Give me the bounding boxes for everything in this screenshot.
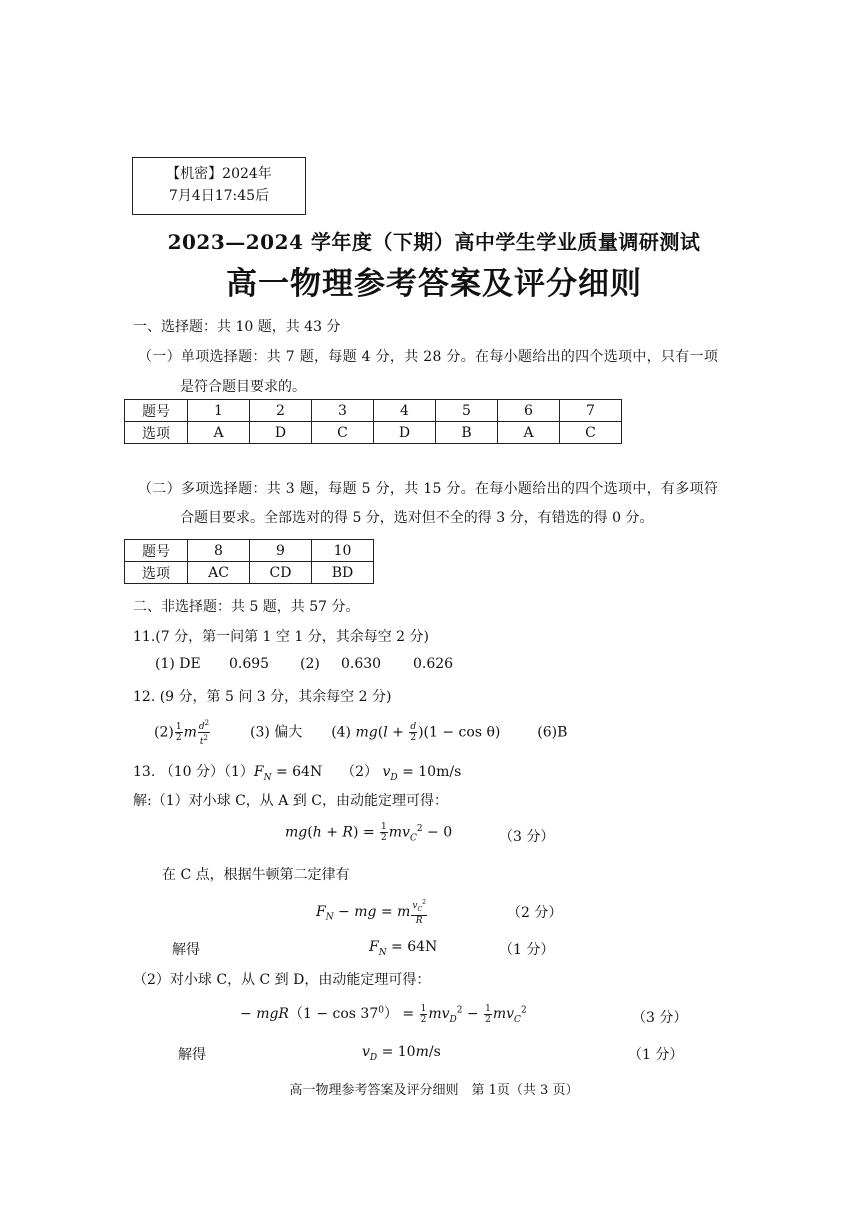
table-cell: 4: [374, 400, 436, 422]
q13-score: （10 分）: [159, 764, 224, 780]
q12-answers: (2) $\frac{1}{2}$ m $\frac{d^2}{t^2}$ (3) 偏大 (4) mg(l + $\frac{d}{2}$ )(1 − cos θ) (6)B: [154, 719, 568, 747]
table-cell: B: [436, 422, 498, 444]
q13-answer1-value: = 64N: [271, 764, 323, 780]
table-row-label: 题号: [125, 540, 188, 562]
table-row: [125, 400, 622, 422]
q13-part2-label: （2）: [341, 764, 379, 780]
table-row-label: 选项: [125, 562, 188, 584]
table-cell: 2: [250, 400, 312, 422]
table-cell: AC: [188, 562, 250, 584]
table-cell: C: [560, 422, 622, 444]
q12-answer-2-label: (2): [154, 724, 174, 741]
document-title: 高一物理参考答案及评分细则: [226, 266, 642, 302]
part1-instructions-line2: 是符合题目要求的。: [180, 379, 306, 395]
table-row-label: 选项: [125, 422, 188, 444]
exam-title: 2023—2024 学年度（下期）高中学生学业质量调研测试: [167, 230, 701, 254]
q12-answer-4-label: (4): [331, 724, 352, 741]
q11-answer-2: 0.695: [229, 656, 270, 672]
table-cell: D: [250, 422, 312, 444]
table-cell: A: [498, 422, 560, 444]
table-cell: 7: [560, 400, 622, 422]
table-cell: A: [188, 422, 250, 444]
part2-intro: （2）对小球 C，从 C 到 D，由动能定理可得：: [133, 972, 431, 988]
table-cell: 1: [188, 400, 250, 422]
q13-heading: [133, 761, 461, 783]
section2-heading: 二、非选择题：共 5 题，共 57 分。: [133, 599, 360, 615]
answer-table-single: [124, 399, 622, 444]
equation-2: $F_N$ − mg = m $\frac{v_C^2}{R}$: [316, 899, 426, 926]
confidential-line-1: 【机密】2024年: [166, 166, 272, 182]
equation-3: $F_N = 64N$: [369, 939, 438, 958]
c-point-text: 在 C 点，根据牛顿第二定律有: [162, 867, 350, 883]
table-cell: 3: [312, 400, 374, 422]
table-cell: 6: [498, 400, 560, 422]
q12-heading: 12. (9 分，第 5 问 3 分，其余每空 2 分): [133, 689, 392, 705]
q12-answer-6: (6)B: [537, 724, 568, 741]
q12-answer-3: (3) 偏大: [250, 724, 303, 741]
table-cell: 8: [188, 540, 250, 562]
equation-5-score: （1 分）: [628, 1047, 684, 1063]
table-cell: 5: [436, 400, 498, 422]
q11-answer-3: (2): [300, 656, 320, 672]
solve-label-2: 解得: [178, 1047, 206, 1063]
q11-heading: 11.(7 分，第一问第 1 空 1 分，其余每空 2 分): [133, 629, 429, 645]
section1-heading: 一、选择题：共 10 题，共 43 分: [133, 319, 341, 335]
equation-4-score: （3 分）: [632, 1010, 688, 1026]
q13-answer2-symbol: v: [382, 764, 391, 780]
equation-1-score: （3 分）: [499, 829, 555, 845]
equation-1: mg(h + R) = $\frac{1}{2}$ $mv_C^2 - 0$: [285, 822, 453, 844]
q13-answer1-subscript: N: [263, 772, 272, 783]
answer-table-multiple: [124, 539, 374, 584]
part2-instructions-line2: 合题目要求。全部选对的得 5 分，选对但不全的得 3 分，有错选的得 0 分。: [180, 510, 654, 526]
equation-5: $v_D = 10m/s$: [362, 1044, 441, 1063]
q13-answer2-value: = 10m/s: [397, 764, 462, 780]
fraction-d2-t2: $\frac{d^2}{t^2}$: [198, 719, 210, 747]
table-cell: 10: [312, 540, 374, 562]
table-row: [125, 422, 622, 444]
fraction-half: $\frac{1}{2}$: [175, 722, 182, 743]
equation-2-score: （2 分）: [507, 905, 563, 921]
confidential-line-2: 7月4日17:45后: [168, 188, 270, 204]
confidential-box: [132, 157, 306, 215]
table-cell: 9: [250, 540, 312, 562]
q11-answer-4: 0.630: [341, 656, 382, 672]
q13-answer2-subscript: D: [390, 772, 398, 783]
q13-answer1-symbol: F: [253, 764, 264, 780]
table-row: [125, 540, 374, 562]
q13-number: 13.: [133, 764, 156, 780]
q11-answer-1: (1) DE: [155, 656, 201, 672]
table-cell: C: [312, 422, 374, 444]
table-row: [125, 562, 374, 584]
table-cell: D: [374, 422, 436, 444]
table-cell: CD: [250, 562, 312, 584]
table-row-label: 题号: [125, 400, 188, 422]
part2-instructions-line1: （二）多项选择题：共 3 题，每题 5 分，共 15 分。在每小题给出的四个选项中，有多项符: [138, 481, 719, 497]
equation-3-score: （1 分）: [499, 942, 555, 958]
part1-instructions-line1: （一）单项选择题：共 7 题，每题 4 分，共 28 分。在每小题给出的四个选项中，只有一项: [138, 349, 719, 365]
fraction-d-2: $\frac{d}{2}$: [410, 722, 417, 743]
equation-4: − $mgR(1 - \cos 37^0)$ = $\frac{1}{2}$ $mv_D^2$ − $\frac{1}{2}$ $mv_C^2$: [240, 1003, 527, 1025]
q13-part1-label: （1）: [223, 764, 254, 780]
q11-answer-5: 0.626: [413, 656, 454, 672]
page-footer: 高一物理参考答案及评分细则 第 1页（共 3 页）: [289, 1083, 579, 1098]
table-cell: BD: [312, 562, 374, 584]
solution-intro: 解:（1）对小球 C，从 A 到 C，由动能定理可得：: [133, 793, 448, 809]
solve-label-1: 解得: [172, 942, 200, 958]
